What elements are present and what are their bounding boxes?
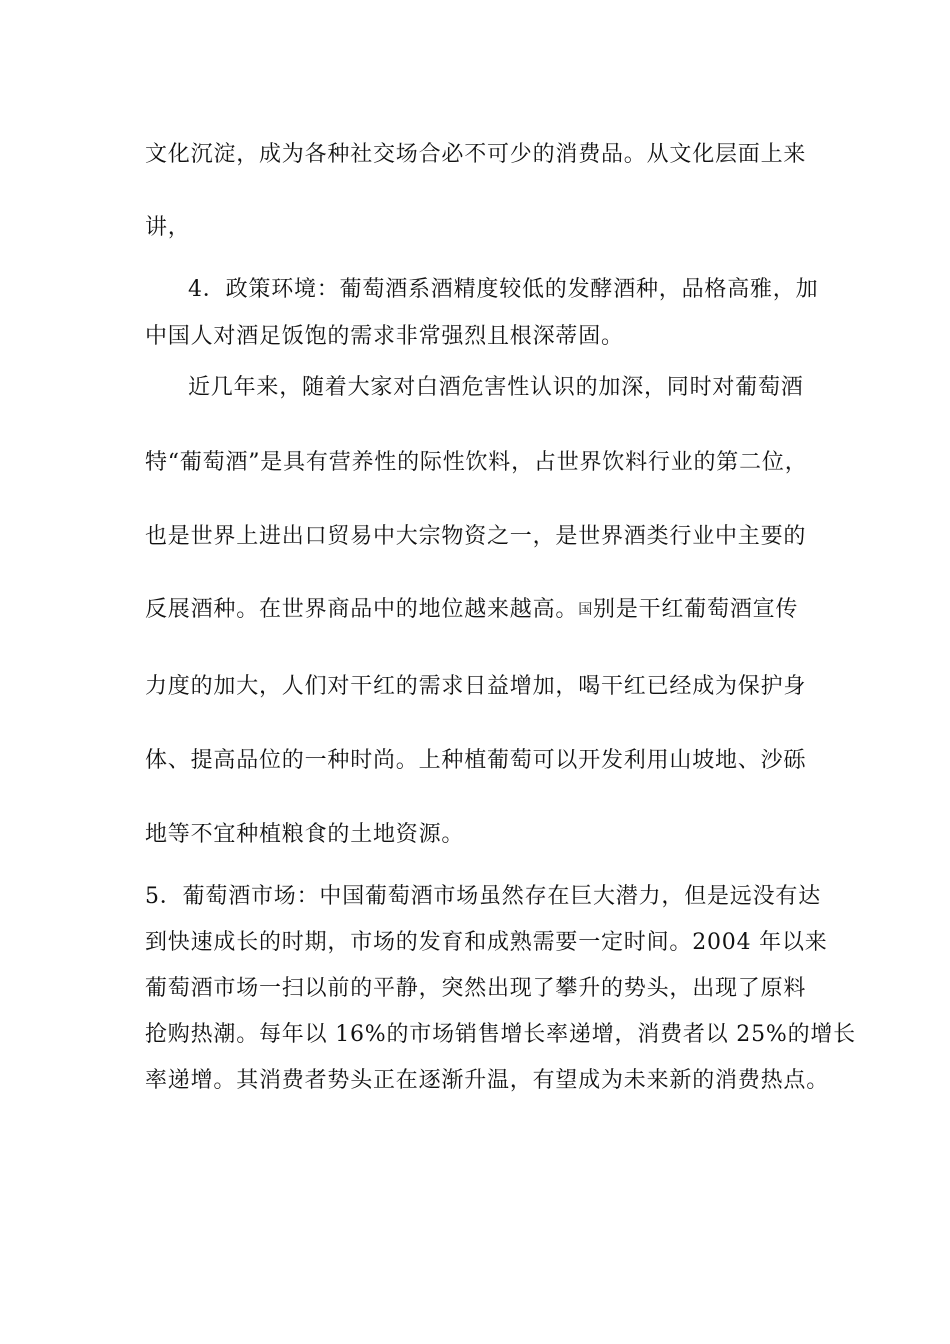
- text-line-11: 地等不宜种植粮食的土地资源。: [145, 822, 465, 847]
- text-line-1: 文化沉淀，成为各种社交场合必不可少的消费品。从文化层面上来: [145, 142, 807, 167]
- text-line-6: 特“葡萄酒”是具有营养性的际性饮料，占世界饮料行业的第二位，: [145, 450, 808, 475]
- text-line-7: 也是世界上进出口贸易中大宗物资之一，是世界酒类行业中主要的: [145, 524, 807, 549]
- text-line-16: 率递增。其消费者势头正在逐渐升温，有望成为未来新的消费热点。: [145, 1068, 830, 1093]
- text-line-12: 5．葡萄酒市场：中国葡萄酒市场虽然存在巨大潜力，但是远没有达: [145, 884, 821, 909]
- text-line-13: 到快速成长的时期，市场的发育和成熟需要一定时间。2004 年以来: [145, 930, 828, 955]
- text-line-2: 讲，: [145, 215, 191, 240]
- text-line-8-part-2: 别是干红葡萄酒宣传: [593, 597, 799, 622]
- text-line-9: 力度的加大，人们对干红的需求日益增加，喝干红已经成为保护身: [145, 674, 807, 699]
- text-line-4: 中国人对酒足饭饱的需求非常强烈且根深蒂固。: [145, 324, 624, 349]
- text-line-8-small-glyph: 国: [578, 602, 594, 618]
- text-line-14: 葡萄酒市场一扫以前的平静，突然出现了攀升的势头，出现了原料: [145, 976, 807, 1001]
- text-line-15: 抢购热潮。每年以 16%的市场销售增长率递增，消费者以 25%的增长: [145, 1022, 856, 1047]
- text-line-10: 体、提高品位的一种时尚。上种植葡萄可以开发利用山坡地、沙砾: [145, 748, 807, 773]
- text-line-8-part-1: 反展酒种。在世界商品中的地位越来越高。: [145, 597, 579, 622]
- text-line-8: [145, 595, 845, 625]
- text-line-5: 近几年来，随着大家对白酒危害性认识的加深，同时对葡萄酒: [188, 375, 804, 400]
- text-line-3: 4．政策环境：葡萄酒系酒精度较低的发酵酒种，品格高雅，加: [188, 277, 819, 302]
